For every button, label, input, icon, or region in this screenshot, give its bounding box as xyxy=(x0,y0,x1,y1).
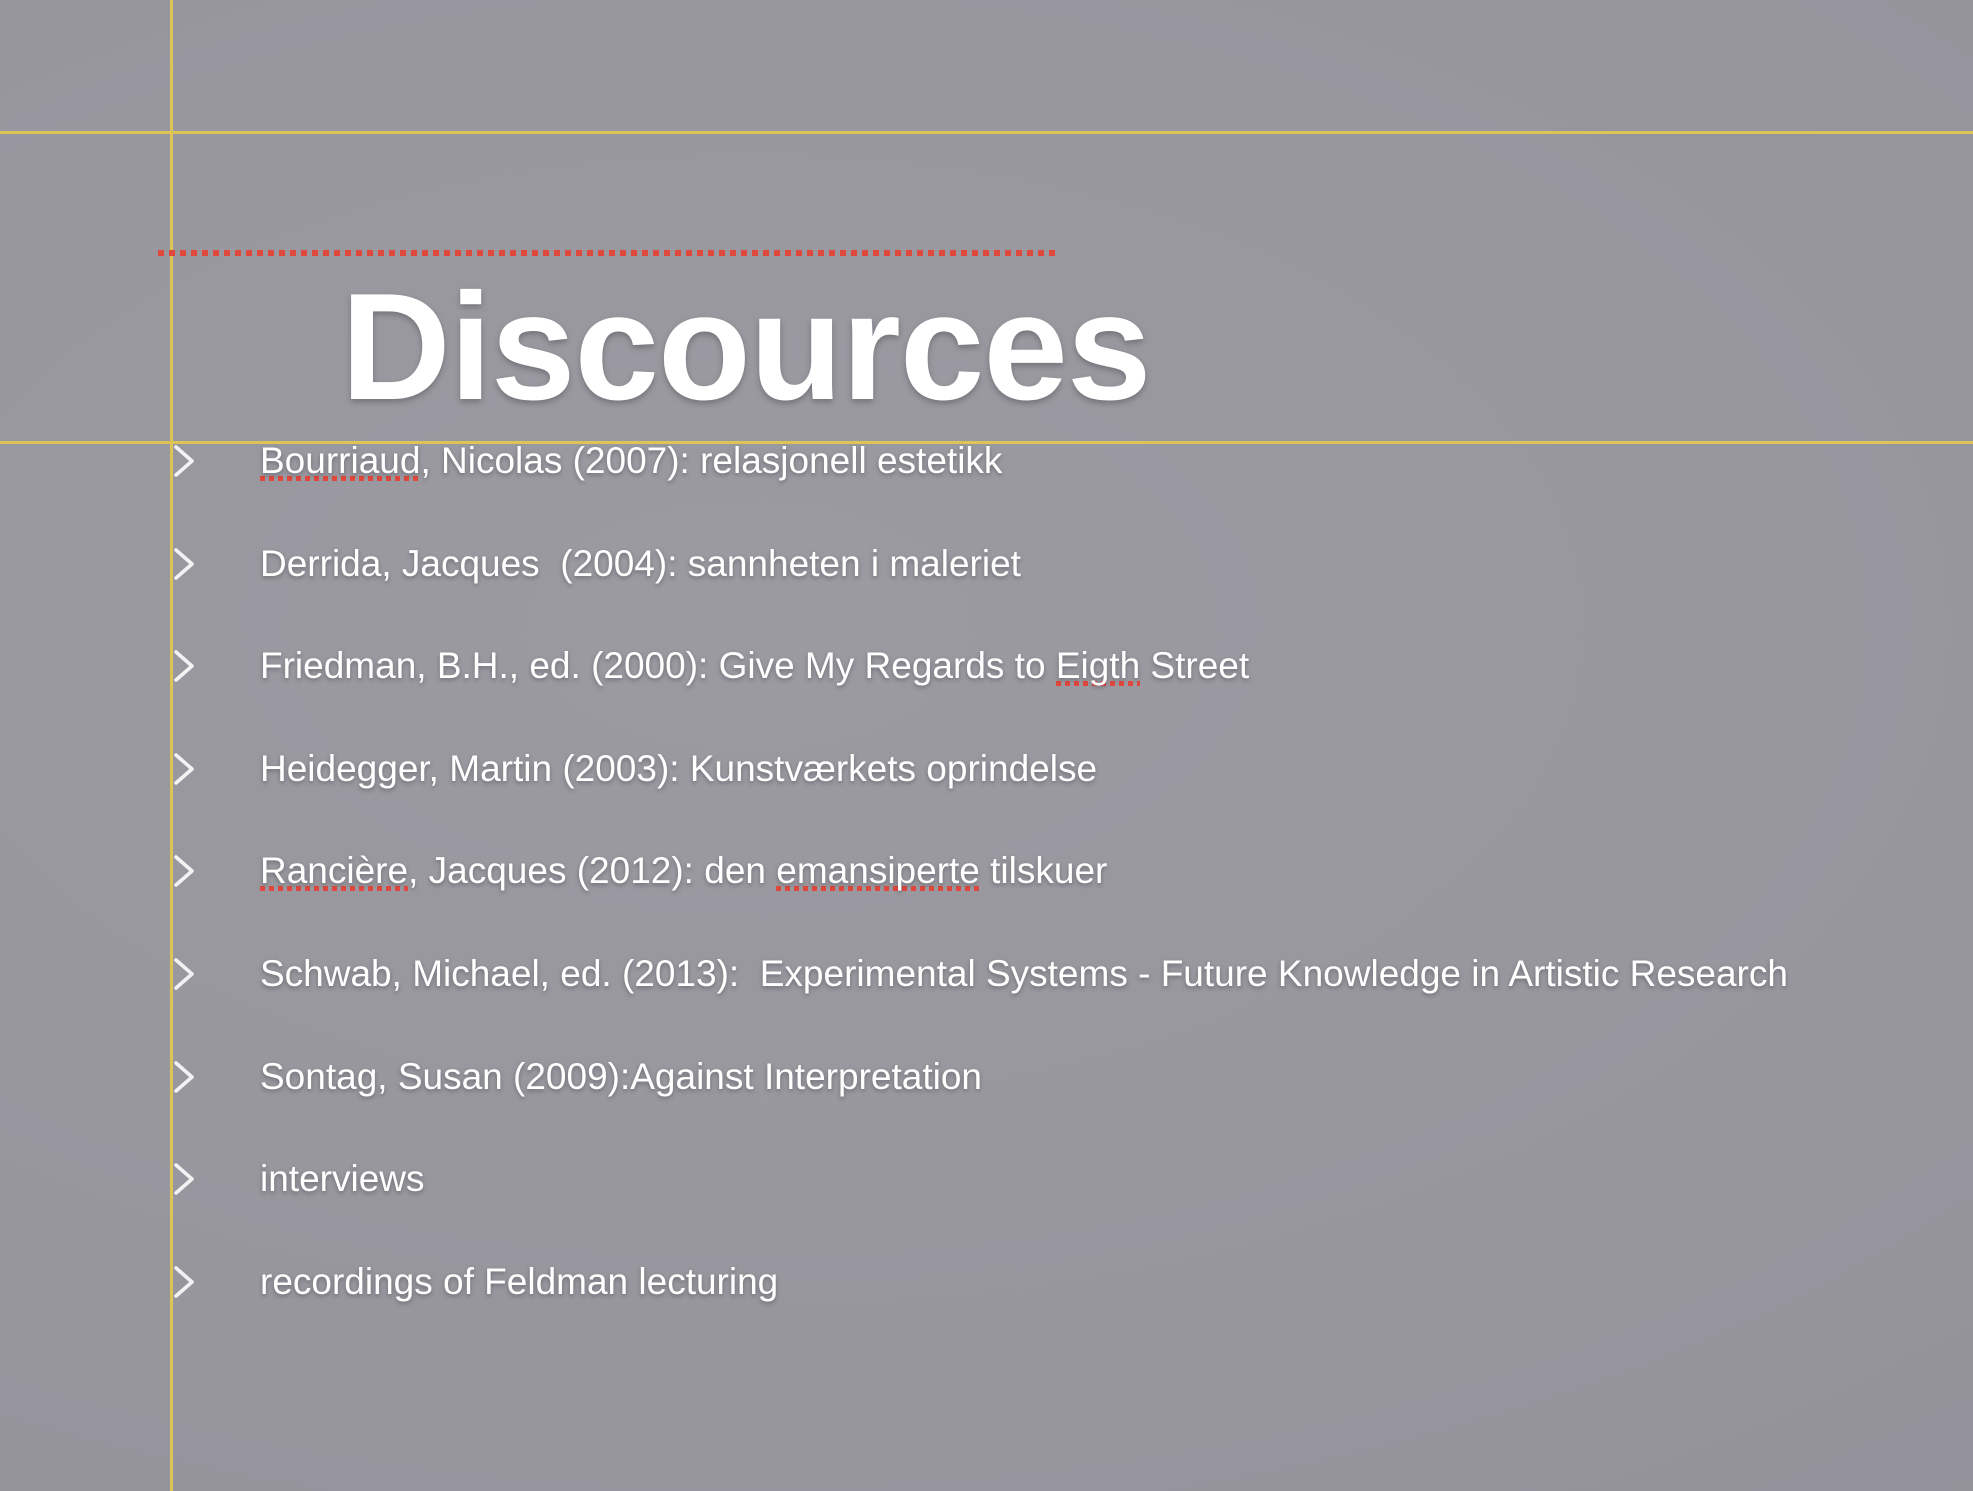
list-item-text xyxy=(260,542,1021,584)
text-segment: Derrida, Jacques (2004): sannheten i maleriet xyxy=(260,542,1021,584)
text-segment: Sontag, Susan (2009):Against Interpretation xyxy=(260,1055,982,1097)
text-segment: Friedman, B.H., ed. (2000): Give My Regards to xyxy=(260,645,1056,687)
chevron-right-icon xyxy=(172,752,196,791)
list-item-text xyxy=(260,1055,982,1097)
chevron-right-icon xyxy=(172,854,196,893)
text-segment: tilskuer xyxy=(979,850,1108,892)
list-item[interactable] xyxy=(0,1260,1973,1323)
misspelled-word: emansiperte xyxy=(776,850,980,892)
list-item-text xyxy=(260,1260,779,1302)
list-item-text xyxy=(260,850,1108,892)
list-item[interactable] xyxy=(0,747,1973,810)
list-item[interactable] xyxy=(0,1160,1973,1220)
list-item-text xyxy=(260,442,1002,479)
slide-title-text: Discources xyxy=(340,262,1151,432)
list-item[interactable] xyxy=(0,852,1973,912)
misspelled-word: Bourriaud xyxy=(260,440,421,481)
list-item-text xyxy=(260,955,1788,992)
chevron-right-icon xyxy=(172,547,196,586)
chevron-right-icon xyxy=(172,1162,196,1201)
list-item[interactable] xyxy=(0,542,1973,605)
list-item[interactable] xyxy=(0,955,1973,1015)
text-segment: interviews xyxy=(260,1158,425,1200)
chevron-right-icon xyxy=(172,1265,196,1304)
chevron-right-icon xyxy=(172,649,196,688)
list-item-text xyxy=(260,1158,425,1200)
list-item[interactable] xyxy=(0,1055,1973,1118)
chevron-right-icon xyxy=(172,957,196,996)
text-segment: Schwab, Michael, ed. (2013): Experimental Systems - Future Knowledge in Artistic Research xyxy=(260,953,1788,994)
text-segment: , Nicolas (2007): relasjonell estetikk xyxy=(420,440,1003,481)
misspelled-word: Eigth xyxy=(1055,645,1141,687)
list-item-text xyxy=(260,747,1098,789)
spellcheck-underline-icon xyxy=(158,250,1060,256)
list-item[interactable] xyxy=(0,647,1973,707)
text-segment: recordings of Feldman lecturing xyxy=(260,1260,779,1302)
text-segment: , Jacques (2012): den xyxy=(408,850,777,892)
list-item-text xyxy=(260,645,1250,687)
chevron-right-icon xyxy=(172,444,196,483)
text-segment: Street xyxy=(1140,645,1250,687)
misspelled-word: Rancière xyxy=(260,850,409,892)
slide-title[interactable] xyxy=(176,119,1150,575)
chevron-right-icon xyxy=(172,1060,196,1099)
list-item[interactable] xyxy=(0,442,1973,502)
text-segment: Heidegger, Martin (2003): Kunstværkets oprindelse xyxy=(260,747,1098,789)
